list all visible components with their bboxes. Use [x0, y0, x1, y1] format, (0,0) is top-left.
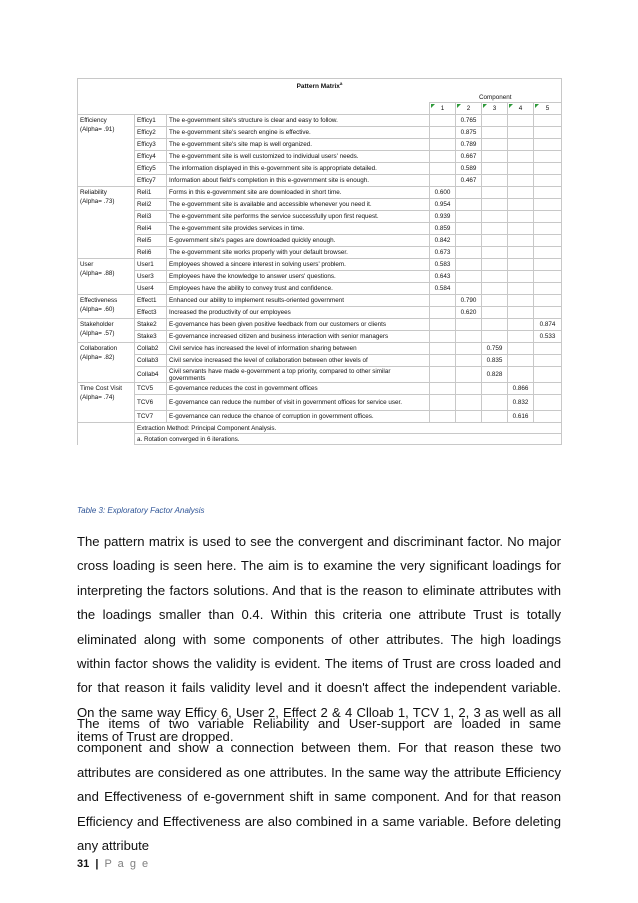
group-name: Effectiveness [80, 297, 118, 304]
group-alpha: (Alpha= .73) [80, 198, 115, 205]
page-label: P a g e [104, 858, 150, 870]
loading-value: 0.765 [456, 115, 482, 127]
table-footnote: a. Rotation converged in 6 iterations. [135, 434, 562, 445]
loading-value [482, 383, 508, 395]
table-row [78, 367, 562, 383]
table-row [78, 271, 562, 283]
loading-value [456, 187, 482, 199]
loading-value [508, 139, 534, 151]
group-alpha: (Alpha= .74) [80, 394, 115, 401]
item-code: TCV6 [135, 395, 167, 411]
loading-value [430, 127, 456, 139]
loading-value: 0.584 [430, 283, 456, 295]
group-name: Stakeholder [80, 321, 114, 328]
component-header-5 [534, 103, 562, 115]
item-code: Efficy4 [135, 151, 167, 163]
loading-value [508, 115, 534, 127]
loading-value [508, 199, 534, 211]
loading-value [430, 139, 456, 151]
footnote-blank [78, 434, 135, 445]
loading-value [456, 383, 482, 395]
loading-value [482, 411, 508, 423]
footnote-blank [78, 423, 135, 434]
triangle-marker-icon [457, 104, 461, 108]
loading-value [534, 223, 562, 235]
loading-value [482, 235, 508, 247]
loading-value [508, 247, 534, 259]
loading-value [482, 283, 508, 295]
table-row [78, 319, 562, 331]
table-row [78, 355, 562, 367]
loading-value: 0.874 [534, 319, 562, 331]
item-code: Stake2 [135, 319, 167, 331]
loading-value [482, 127, 508, 139]
loading-value [430, 151, 456, 163]
loading-value [508, 187, 534, 199]
item-description: E-governance has been given positive feedback from our customers or clients [167, 319, 430, 331]
loading-value [508, 163, 534, 175]
loading-value [456, 211, 482, 223]
loading-value [508, 175, 534, 187]
item-code: Collab3 [135, 355, 167, 367]
item-description: E-government site's pages are downloaded quickly enough. [167, 235, 430, 247]
loading-value [430, 383, 456, 395]
loading-value [508, 295, 534, 307]
table-row [78, 175, 562, 187]
loading-value [482, 395, 508, 411]
component-header-2 [456, 103, 482, 115]
loading-value [482, 163, 508, 175]
table-caption: Table 3: Exploratory Factor Analysis [77, 506, 205, 515]
loading-value [534, 259, 562, 271]
loading-value [482, 295, 508, 307]
item-code: Collab4 [135, 367, 167, 383]
loading-value [430, 319, 456, 331]
loading-value [482, 175, 508, 187]
loading-value: 0.467 [456, 175, 482, 187]
footnote-row [78, 434, 562, 445]
loading-value [456, 411, 482, 423]
table-row [78, 211, 562, 223]
loading-value [482, 307, 508, 319]
table-row [78, 247, 562, 259]
item-description: Civil service increased the level of collaboration between other levels of [167, 355, 430, 367]
loading-value: 0.583 [430, 259, 456, 271]
table-footnote: Extraction Method: Principal Component Analysis. [135, 423, 562, 434]
loading-value [430, 295, 456, 307]
loading-value [482, 259, 508, 271]
loading-value: 0.759 [482, 343, 508, 355]
component-label-row [78, 92, 562, 103]
loading-value [456, 331, 482, 343]
table-row [78, 115, 562, 127]
group-name: Time Cost Visit [80, 385, 122, 392]
item-code: Effect3 [135, 307, 167, 319]
item-description: Employees have the knowledge to answer users' questions. [167, 271, 430, 283]
table-row [78, 223, 562, 235]
loading-value: 0.667 [456, 151, 482, 163]
loading-value [508, 259, 534, 271]
triangle-marker-icon [535, 104, 539, 108]
loading-value: 0.954 [430, 199, 456, 211]
loading-value [456, 199, 482, 211]
loading-value [456, 247, 482, 259]
loading-value: 0.859 [430, 223, 456, 235]
item-code: Collab2 [135, 343, 167, 355]
group-cell [78, 259, 135, 295]
loading-value: 0.866 [508, 383, 534, 395]
item-description: The e-government site's search engine is effective. [167, 127, 430, 139]
loading-value: 0.673 [430, 247, 456, 259]
table-row [78, 235, 562, 247]
loading-value [534, 355, 562, 367]
component-header-4 [508, 103, 534, 115]
loading-value [482, 139, 508, 151]
component-header-3 [482, 103, 508, 115]
group-name: User [80, 261, 94, 268]
table-title [78, 79, 562, 93]
group-cell [78, 319, 135, 343]
loading-value [508, 211, 534, 223]
page-footer [77, 858, 150, 870]
item-code: TCV7 [135, 411, 167, 423]
loading-value: 0.789 [456, 139, 482, 151]
group-cell [78, 187, 135, 259]
loading-value: 0.600 [430, 187, 456, 199]
item-code: User3 [135, 271, 167, 283]
group-alpha: (Alpha= .57) [80, 330, 115, 337]
loading-value [482, 247, 508, 259]
table-row [78, 331, 562, 343]
loading-value [508, 307, 534, 319]
loading-value: 0.589 [456, 163, 482, 175]
loading-value [508, 127, 534, 139]
item-description: The e-government site works properly with your default browser. [167, 247, 430, 259]
loading-value [508, 367, 534, 383]
loading-value [534, 343, 562, 355]
group-alpha: (Alpha= .91) [80, 126, 115, 133]
loading-value [534, 235, 562, 247]
loading-value [534, 271, 562, 283]
page-number: 31 [77, 858, 90, 870]
item-description: Forms in this e-government site are downloaded in short time. [167, 187, 430, 199]
item-code: Reli3 [135, 211, 167, 223]
loading-value [508, 283, 534, 295]
item-code: User4 [135, 283, 167, 295]
item-code: Efficy2 [135, 127, 167, 139]
paragraph-1: The pattern matrix is used to see the convergent and discriminant factor. No major cross loading is seen here. The aim is to examine the very significant loadings for interpreting the factors solutions. And that is the reason to eliminate attributes with the loadings smaller than 0.4. Within this criteria one attribute Trust is totally eliminated along with some components of other attributes. The high loadings within factor shows the validity is evident. The items of Trust are cross loaded and for that reason it fails validity level and it doesn't affect the independent variable. On the same way Efficy 6, User 2, Effect 2 & 4 Clloab 1, TCV 1, 2, 3 as well as all items of Trust are dropped. [77, 534, 561, 745]
loading-value [534, 115, 562, 127]
table-row [78, 295, 562, 307]
loading-value [534, 395, 562, 411]
loading-value: 0.835 [482, 355, 508, 367]
item-description: The information displayed in this e-government site is appropriate detailed. [167, 163, 430, 175]
loading-value [456, 283, 482, 295]
loading-value [534, 187, 562, 199]
item-description: Employees have the ability to convey trust and confidence. [167, 283, 430, 295]
loading-value [456, 235, 482, 247]
table-row [78, 151, 562, 163]
item-description: E-governance increased citizen and business interaction with senior managers [167, 331, 430, 343]
loading-value [456, 395, 482, 411]
loading-value [534, 199, 562, 211]
group-cell [78, 115, 135, 187]
loading-value [456, 271, 482, 283]
loading-value [534, 127, 562, 139]
loading-value [534, 175, 562, 187]
paragraph-2: The items of two variable Reliability and User-support are loaded in same component and show a connection between them. For that reason these two attributes are considered as one attributes. In the same way the attribute Efficiency and Effectiveness of e-government shift in same component. And for that reason Efficiency and Effectiveness are also combined in a same variable. Before deleting any attribute [77, 716, 561, 854]
loading-value [534, 163, 562, 175]
item-code: User1 [135, 259, 167, 271]
group-alpha: (Alpha= .82) [80, 354, 115, 361]
loading-value [508, 223, 534, 235]
item-description: Information about field's completion in this e-government site is enough. [167, 175, 430, 187]
loading-value [430, 331, 456, 343]
loading-value: 0.620 [456, 307, 482, 319]
item-description: The e-government site's site map is well organized. [167, 139, 430, 151]
loading-value [430, 163, 456, 175]
item-code: Efficy7 [135, 175, 167, 187]
item-description: Enhanced our ability to implement results-oriented government [167, 295, 430, 307]
item-description: Civil service has increased the level of information sharing between [167, 343, 430, 355]
triangle-marker-icon [509, 104, 513, 108]
group-alpha: (Alpha= .60) [80, 306, 115, 313]
loading-value [430, 175, 456, 187]
loading-value [482, 331, 508, 343]
item-description: E-governance can reduce the number of visit in government offices for service user. [167, 395, 430, 411]
loading-value [508, 355, 534, 367]
header-blank [78, 103, 430, 115]
footer-separator: | [95, 858, 99, 870]
loading-value [456, 319, 482, 331]
item-code: Reli1 [135, 187, 167, 199]
loading-value: 0.616 [508, 411, 534, 423]
loading-value: 0.533 [534, 331, 562, 343]
loading-value [534, 307, 562, 319]
loading-value [482, 115, 508, 127]
item-description: The e-government site provides services in time. [167, 223, 430, 235]
loading-value [456, 367, 482, 383]
component-number: 2 [466, 105, 471, 112]
component-number: 3 [492, 105, 497, 112]
item-code: Reli5 [135, 235, 167, 247]
component-header-1 [430, 103, 456, 115]
table-row [78, 139, 562, 151]
loading-value [534, 247, 562, 259]
item-code: Efficy3 [135, 139, 167, 151]
item-code: Stake3 [135, 331, 167, 343]
table-title-text: Pattern Matrix [296, 83, 340, 91]
loading-value [430, 411, 456, 423]
loading-value [508, 331, 534, 343]
loading-value [482, 199, 508, 211]
item-description: The e-government site's structure is clear and easy to follow. [167, 115, 430, 127]
loading-value [534, 367, 562, 383]
table-row [78, 395, 562, 411]
loading-value [456, 259, 482, 271]
header-blank [78, 92, 430, 103]
component-number: 1 [440, 105, 445, 112]
loading-value: 0.790 [456, 295, 482, 307]
footnote-row [78, 423, 562, 434]
loading-value [534, 211, 562, 223]
loading-value [482, 271, 508, 283]
pattern-matrix-table [77, 78, 562, 445]
item-description: E-governance can reduce the chance of corruption in government offices. [167, 411, 430, 423]
component-label: Component [430, 92, 562, 103]
group-cell [78, 383, 135, 423]
loading-value [534, 383, 562, 395]
group-name: Efficiency [80, 117, 107, 124]
item-code: TCV5 [135, 383, 167, 395]
group-name: Reliability [80, 189, 107, 196]
loading-value: 0.842 [430, 235, 456, 247]
loading-value [482, 211, 508, 223]
table-row [78, 343, 562, 355]
loading-value [534, 151, 562, 163]
loading-value: 0.828 [482, 367, 508, 383]
item-description: Civil servants have made e-government a top priority, compared to other similar governments [167, 367, 430, 383]
loading-value [482, 187, 508, 199]
component-number: 4 [518, 105, 523, 112]
item-description: Employees showed a sincere interest in solving users' problem. [167, 259, 430, 271]
table-row [78, 411, 562, 423]
loading-value: 0.832 [508, 395, 534, 411]
item-description: The e-government site is well customized to individual users' needs. [167, 151, 430, 163]
item-description: The e-government site is available and accessible whenever you need it. [167, 199, 430, 211]
table-row [78, 259, 562, 271]
loading-value [456, 343, 482, 355]
table-row [78, 199, 562, 211]
triangle-marker-icon [483, 104, 487, 108]
item-code: Effect1 [135, 295, 167, 307]
loading-value [456, 223, 482, 235]
item-code: Efficy5 [135, 163, 167, 175]
loading-value [508, 343, 534, 355]
item-description: Increased the productivity of our employees [167, 307, 430, 319]
loading-value [534, 283, 562, 295]
item-description: The e-government site performs the service successfully upon first request. [167, 211, 430, 223]
loading-value: 0.643 [430, 271, 456, 283]
loading-value [508, 151, 534, 163]
component-number-row [78, 103, 562, 115]
triangle-marker-icon [431, 104, 435, 108]
loading-value [482, 151, 508, 163]
item-code: Reli6 [135, 247, 167, 259]
loading-value: 0.875 [456, 127, 482, 139]
loading-value [430, 367, 456, 383]
loading-value [456, 355, 482, 367]
item-code: Reli2 [135, 199, 167, 211]
item-description: E-governance reduces the cost in government offices [167, 383, 430, 395]
item-code: Efficy1 [135, 115, 167, 127]
item-code: Reli4 [135, 223, 167, 235]
group-cell [78, 295, 135, 319]
group-name: Collaboration [80, 345, 118, 352]
table-row [78, 307, 562, 319]
table-row [78, 163, 562, 175]
loading-value [430, 343, 456, 355]
component-number: 5 [545, 105, 550, 112]
group-cell [78, 343, 135, 383]
loading-value [508, 235, 534, 247]
loading-value [534, 295, 562, 307]
table-row [78, 283, 562, 295]
loading-value [534, 411, 562, 423]
table-row [78, 187, 562, 199]
loading-value [430, 307, 456, 319]
loading-value [482, 319, 508, 331]
loading-value [508, 271, 534, 283]
loading-value: 0.939 [430, 211, 456, 223]
table-row [78, 127, 562, 139]
table-row [78, 383, 562, 395]
table-title-superscript: a [339, 81, 343, 87]
loading-value [430, 395, 456, 411]
loading-value [508, 319, 534, 331]
loading-value [430, 115, 456, 127]
group-alpha: (Alpha= .88) [80, 270, 115, 277]
loading-value [430, 355, 456, 367]
title-row [78, 79, 562, 93]
loading-value [482, 223, 508, 235]
loading-value [534, 139, 562, 151]
